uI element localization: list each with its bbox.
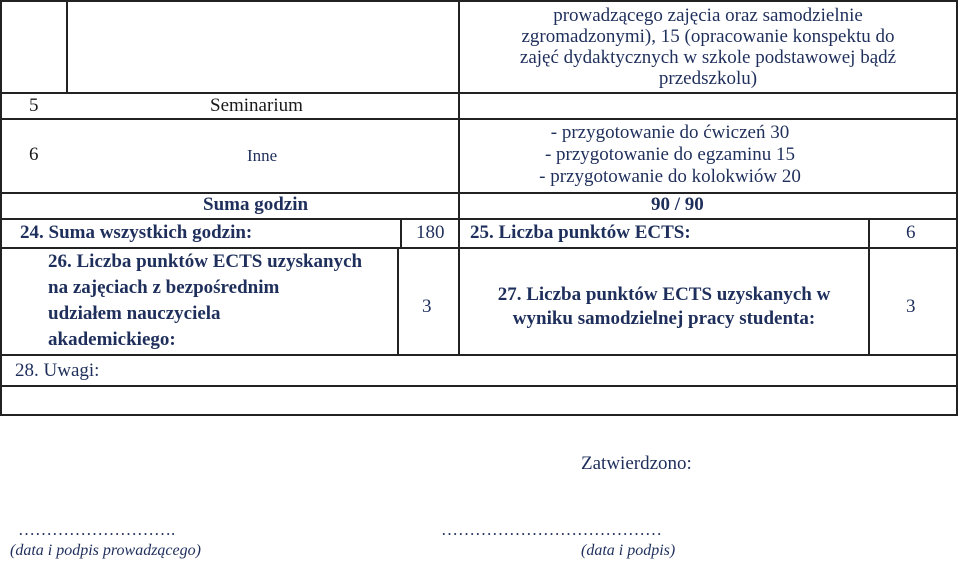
total-hours-value: 180 bbox=[416, 222, 445, 243]
other-number: 6 bbox=[29, 144, 39, 165]
rule-bottom bbox=[0, 414, 958, 416]
other-line: - przygotowanie do ćwiczeń 30 bbox=[550, 122, 790, 143]
rule-seminar-top bbox=[0, 92, 958, 94]
sum-label: Suma godzin bbox=[203, 194, 309, 215]
self-ects-line: wyniku samodzielnej pracy studenta: bbox=[512, 308, 816, 329]
continuation-text-line: zgromadzonymi), 15 (opracowanie konspektu do bbox=[521, 26, 895, 47]
seminar-number: 5 bbox=[29, 95, 39, 116]
approval-label: Zatwierdzono: bbox=[581, 453, 692, 474]
continuation-text-line: zajęć dydaktycznych w szkole podstawowej bądź bbox=[519, 47, 897, 68]
sum-value: 90 / 90 bbox=[651, 194, 704, 215]
rule-other-top bbox=[0, 118, 958, 120]
direct-ects-value: 3 bbox=[422, 296, 432, 317]
rule-top bbox=[0, 0, 958, 2]
left-signature-dots: ………………………. bbox=[18, 520, 176, 539]
direct-ects-line: 26. Liczba punktów ECTS uzyskanych bbox=[48, 251, 363, 272]
rule-left bbox=[0, 0, 2, 416]
rule-ects-label-col bbox=[868, 218, 870, 247]
rule-direct-label-col bbox=[397, 247, 399, 354]
continuation-text-line: przedszkolu) bbox=[658, 68, 758, 89]
direct-ects-line: udziałem nauczyciela bbox=[48, 303, 221, 324]
rule-totals-top bbox=[0, 218, 958, 220]
continuation-text-line: prowadzącego zajęcia oraz samodzielnie bbox=[553, 5, 863, 26]
other-line: - przygotowanie do egzaminu 15 bbox=[544, 144, 796, 165]
other-line: - przygotowanie do kolokwiów 20 bbox=[539, 166, 801, 187]
total-hours-label: 24. Suma wszystkich godzin: bbox=[20, 222, 253, 243]
rule-hours-value-col bbox=[458, 218, 460, 247]
rule-num-col bbox=[66, 0, 68, 92]
ects-label: 25. Liczba punktów ECTS: bbox=[470, 222, 691, 243]
right-signature-dots: ………………………………… bbox=[441, 520, 662, 539]
rule-sum-top bbox=[0, 192, 958, 194]
seminar-label: Seminarium bbox=[210, 95, 303, 116]
self-ects-line: 27. Liczba punktów ECTS uzyskanych w bbox=[497, 284, 831, 305]
remarks-label: 28. Uwagi: bbox=[15, 360, 100, 381]
ects-value: 6 bbox=[906, 222, 916, 243]
left-signature-caption: (data i podpis prowadzącego) bbox=[10, 542, 201, 559]
direct-ects-line: na zajęciach z bezpośrednim bbox=[48, 277, 280, 298]
rule-ects-bottom bbox=[0, 354, 958, 356]
rule-self-label-col bbox=[868, 247, 870, 354]
rule-right bbox=[956, 0, 958, 416]
rule-hours-label-col bbox=[400, 218, 402, 247]
rule-totals-bottom bbox=[0, 247, 958, 249]
right-signature-caption: (data i podpis) bbox=[581, 542, 676, 559]
other-label: Inne bbox=[247, 146, 278, 165]
self-ects-value: 3 bbox=[906, 296, 916, 317]
rule-remarks-mid bbox=[0, 385, 958, 387]
direct-ects-line: akademickiego: bbox=[48, 329, 176, 350]
